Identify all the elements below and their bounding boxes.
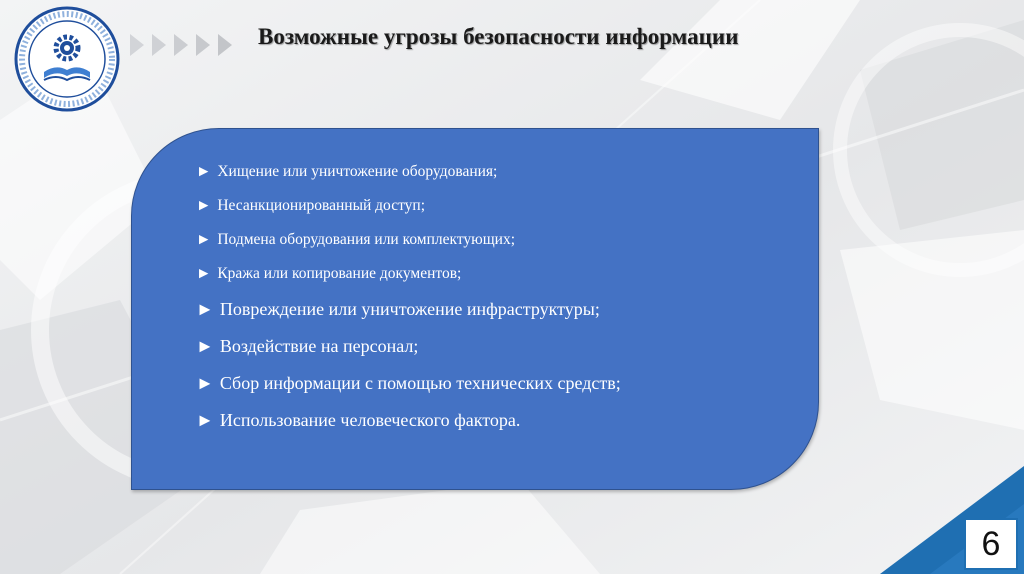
slide-title: Возможные угрозы безопасности информации [258,24,739,49]
list-item [196,265,621,299]
page-number: 6 [964,518,1018,570]
bullet-arrow-icon: ► [196,265,212,282]
list-item [196,163,621,197]
list-item [196,299,621,336]
list-item-text: Повреждение или уничтожение инфраструктуры; [219,299,600,319]
bullet-arrow-icon: ► [196,231,212,248]
list-item [196,231,621,265]
list-item [196,197,621,231]
list-item-text: Кража или копирование документов; [217,265,462,282]
university-emblem-icon [14,6,120,112]
bullet-arrow-icon: ► [196,163,212,180]
bullet-arrow-icon: ► [196,197,212,214]
list-item [196,410,621,447]
list-item-text: Несанкционированный доступ; [217,197,425,214]
bullet-arrow-icon: ► [196,410,214,430]
threats-list [196,163,621,447]
list-item-text: Подмена оборудования или комплектующих; [217,231,516,248]
threats-panel [131,128,819,490]
list-item [196,373,621,410]
list-item-text: Сбор информации с помощью технических средств; [219,373,621,393]
list-item-text: Использование человеческого фактора. [219,410,521,430]
bullet-arrow-icon: ► [196,299,214,319]
bullet-arrow-icon: ► [196,373,214,393]
decorative-arrows-icon [130,32,250,58]
list-item-text: Хищение или уничтожение оборудования; [217,163,498,180]
list-item-text: Воздействие на персонал; [219,336,419,356]
bullet-arrow-icon: ► [196,336,214,356]
list-item [196,336,621,373]
